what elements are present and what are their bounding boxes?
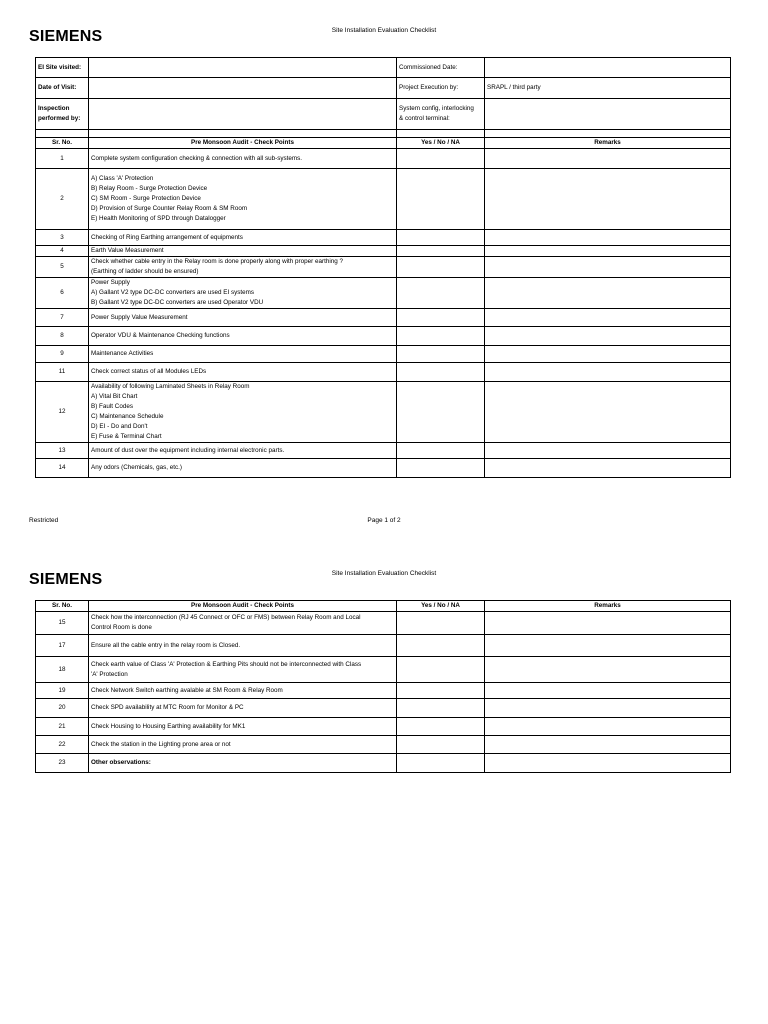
row-yes-no-na-cell[interactable] (397, 683, 485, 699)
row-check-point: Check earth value of Class 'A' Protection & Earthing Pits should not be interconnected with Class 'A' Protection (89, 657, 397, 683)
row-check-point: Check Housing to Housing Earthing availability for MK1 (89, 718, 397, 736)
row-sr-number: 5 (36, 257, 89, 278)
checklist-row (36, 230, 731, 246)
row-yes-no-na-cell[interactable] (397, 309, 485, 327)
row-sr-number: 21 (36, 718, 89, 736)
col-header-check: Pre Monsoon Audit - Check Points (89, 601, 397, 612)
site-value[interactable] (89, 58, 397, 78)
checklist-row (36, 278, 731, 309)
checklist-row (36, 683, 731, 699)
checklist-row (36, 443, 731, 459)
checklist-row (36, 736, 731, 754)
doc-title: Site Installation Evaluation Checklist (331, 570, 437, 577)
row-sr-number: 15 (36, 612, 89, 635)
inspection-value[interactable] (89, 99, 397, 130)
row-yes-no-na-cell[interactable] (397, 754, 485, 773)
system-label: System config, interlocking & control terminal: (397, 99, 485, 130)
row-yes-no-na-cell[interactable] (397, 278, 485, 309)
row-yes-no-na-cell[interactable] (397, 327, 485, 346)
row-remarks-cell[interactable] (485, 635, 731, 657)
row-yes-no-na-cell[interactable] (397, 635, 485, 657)
row-remarks-cell[interactable] (485, 459, 731, 478)
row-check-point: Ensure all the cable entry in the relay room is Closed. (89, 635, 397, 657)
row-check-point: Check SPD availability at MTC Room for Monitor & PC (89, 699, 397, 718)
row-check-point: Complete system configuration checking & connection with all sub-systems. (89, 149, 397, 169)
row-sr-number: 2 (36, 169, 89, 230)
row-yes-no-na-cell[interactable] (397, 699, 485, 718)
checklist-row (36, 169, 731, 230)
inspection-label: Inspection performed by: (36, 99, 89, 130)
row-check-point: Power Supply Value Measurement (89, 309, 397, 327)
row-sr-number: 19 (36, 683, 89, 699)
site-label: EI Site visited: (36, 58, 89, 78)
project-value[interactable]: SRAPL / third party (485, 78, 731, 99)
row-check-point: Checking of Ring Earthing arrangement of equipments (89, 230, 397, 246)
col-header-yn: Yes / No / NA (397, 138, 485, 149)
row-check-point: Check correct status of all Modules LEDs (89, 363, 397, 382)
row-sr-number: 7 (36, 309, 89, 327)
row-sr-number: 4 (36, 246, 89, 257)
row-check-point: A) Class 'A' Protection B) Relay Room - Surge Protection Device C) SM Room - Surge Protection Device D) Provision of Surge Counter Relay Room & SM Room E) Health Monitoring of SPD through Datalogger (89, 169, 397, 230)
col-header-remarks: Remarks (485, 601, 731, 612)
row-remarks-cell[interactable] (485, 363, 731, 382)
row-sr-number: 12 (36, 382, 89, 443)
row-check-point: Earth Value Measurement (89, 246, 397, 257)
row-sr-number: 9 (36, 346, 89, 363)
row-yes-no-na-cell[interactable] (397, 443, 485, 459)
checklist-table-page2 (35, 600, 731, 773)
col-header-sr: Sr. No. (36, 138, 89, 149)
checklist-row (36, 246, 731, 257)
siemens-logo: SIEMENS (29, 28, 103, 45)
siemens-logo: SIEMENS (29, 571, 103, 588)
col-header-check: Pre Monsoon Audit - Check Points (89, 138, 397, 149)
row-remarks-cell[interactable] (485, 169, 731, 230)
row-check-point: Maintenance Activities (89, 346, 397, 363)
col-header-yn: Yes / No / NA (397, 601, 485, 612)
row-remarks-cell[interactable] (485, 443, 731, 459)
checklist-row (36, 363, 731, 382)
row-remarks-cell[interactable] (485, 246, 731, 257)
row-yes-no-na-cell[interactable] (397, 246, 485, 257)
spacer-cell (485, 130, 731, 138)
row-yes-no-na-cell[interactable] (397, 459, 485, 478)
info-table (35, 57, 731, 478)
row-sr-number: 22 (36, 736, 89, 754)
row-check-point: Check how the interconnection (RJ 45 Connect or OFC or FMS) between Relay Room and Local Control Room is done (89, 612, 397, 635)
checklist-row (36, 635, 731, 657)
system-value[interactable] (485, 99, 731, 130)
row-sr-number: 8 (36, 327, 89, 346)
commissioned-label: Commissioned Date: (397, 58, 485, 78)
footer-classification: Restricted (29, 517, 59, 524)
row-check-point: Any odors (Chemicals, gas, etc.) (89, 459, 397, 478)
row-remarks-cell[interactable] (485, 754, 731, 773)
doc-title: Site Installation Evaluation Checklist (331, 27, 437, 34)
row-yes-no-na-cell[interactable] (397, 382, 485, 443)
row-yes-no-na-cell[interactable] (397, 657, 485, 683)
row-yes-no-na-cell[interactable] (397, 363, 485, 382)
row-remarks-cell[interactable] (485, 230, 731, 246)
checklist-row (36, 327, 731, 346)
checklist-row (36, 699, 731, 718)
row-remarks-cell[interactable] (485, 736, 731, 754)
row-sr-number: 13 (36, 443, 89, 459)
row-remarks-cell[interactable] (485, 718, 731, 736)
project-label: Project Execution by: (397, 78, 485, 99)
row-sr-number: 20 (36, 699, 89, 718)
row-check-point: Check Network Switch earthing avalable at SM Room & Relay Room (89, 683, 397, 699)
row-check-point: Availability of following Laminated Sheets in Relay Room A) Vital Bit Chart B) Fault Codes C) Maintenance Schedule D) EI - Do and Don't E) Fuse & Terminal Chart (89, 382, 397, 443)
row-yes-no-na-cell[interactable] (397, 257, 485, 278)
checklist-row (36, 612, 731, 635)
row-check-point: Operator VDU & Maintenance Checking functions (89, 327, 397, 346)
row-remarks-cell[interactable] (485, 699, 731, 718)
row-check-point: Check whether cable entry in the Relay room is done properly along with proper earthing ? (Earthing of ladder should be ensured) (89, 257, 397, 278)
row-sr-number: 18 (36, 657, 89, 683)
row-sr-number: 3 (36, 230, 89, 246)
checklist-row (36, 382, 731, 443)
row-check-point: Power Supply A) Gallant V2 type DC-DC converters are used EI systems B) Gallant V2 type DC-DC converters are used Operator VDU (89, 278, 397, 309)
row-remarks-cell[interactable] (485, 683, 731, 699)
date-value[interactable] (89, 78, 397, 99)
row-yes-no-na-cell[interactable] (397, 169, 485, 230)
checklist-body-page1 (36, 149, 731, 478)
row-remarks-cell[interactable] (485, 149, 731, 169)
row-yes-no-na-cell[interactable] (397, 612, 485, 635)
spacer-cell (397, 130, 485, 138)
row-yes-no-na-cell[interactable] (397, 736, 485, 754)
row-check-point: Check the station in the Lighting prone area or not (89, 736, 397, 754)
checklist-row (36, 149, 731, 169)
row-yes-no-na-cell[interactable] (397, 149, 485, 169)
row-remarks-cell[interactable] (485, 382, 731, 443)
checklist-row (36, 657, 731, 683)
footer-page-number: Page 1 of 2 (367, 517, 401, 524)
row-sr-number: 11 (36, 363, 89, 382)
row-remarks-cell[interactable] (485, 278, 731, 309)
col-header-sr: Sr. No. (36, 601, 89, 612)
row-remarks-cell[interactable] (485, 327, 731, 346)
row-remarks-cell[interactable] (485, 257, 731, 278)
row-yes-no-na-cell[interactable] (397, 230, 485, 246)
row-remarks-cell[interactable] (485, 309, 731, 327)
spacer-cell (89, 130, 397, 138)
date-label: Date of Visit: (36, 78, 89, 99)
col-header-remarks: Remarks (485, 138, 731, 149)
row-sr-number: 1 (36, 149, 89, 169)
row-yes-no-na-cell[interactable] (397, 718, 485, 736)
row-sr-number: 23 (36, 754, 89, 773)
checklist-row (36, 754, 731, 773)
spacer-cell (36, 130, 89, 138)
row-sr-number: 17 (36, 635, 89, 657)
checklist-row (36, 346, 731, 363)
row-remarks-cell[interactable] (485, 346, 731, 363)
checklist-row (36, 257, 731, 278)
row-sr-number: 14 (36, 459, 89, 478)
row-check-point: Other observations: (89, 754, 397, 773)
row-remarks-cell[interactable] (485, 657, 731, 683)
row-yes-no-na-cell[interactable] (397, 346, 485, 363)
row-sr-number: 6 (36, 278, 89, 309)
checklist-row (36, 459, 731, 478)
checklist-row (36, 718, 731, 736)
checklist-row (36, 309, 731, 327)
checklist-body-page2 (36, 612, 731, 773)
row-remarks-cell[interactable] (485, 612, 731, 635)
commissioned-value[interactable] (485, 58, 731, 78)
row-check-point: Amount of dust over the equipment including internal electronic parts. (89, 443, 397, 459)
